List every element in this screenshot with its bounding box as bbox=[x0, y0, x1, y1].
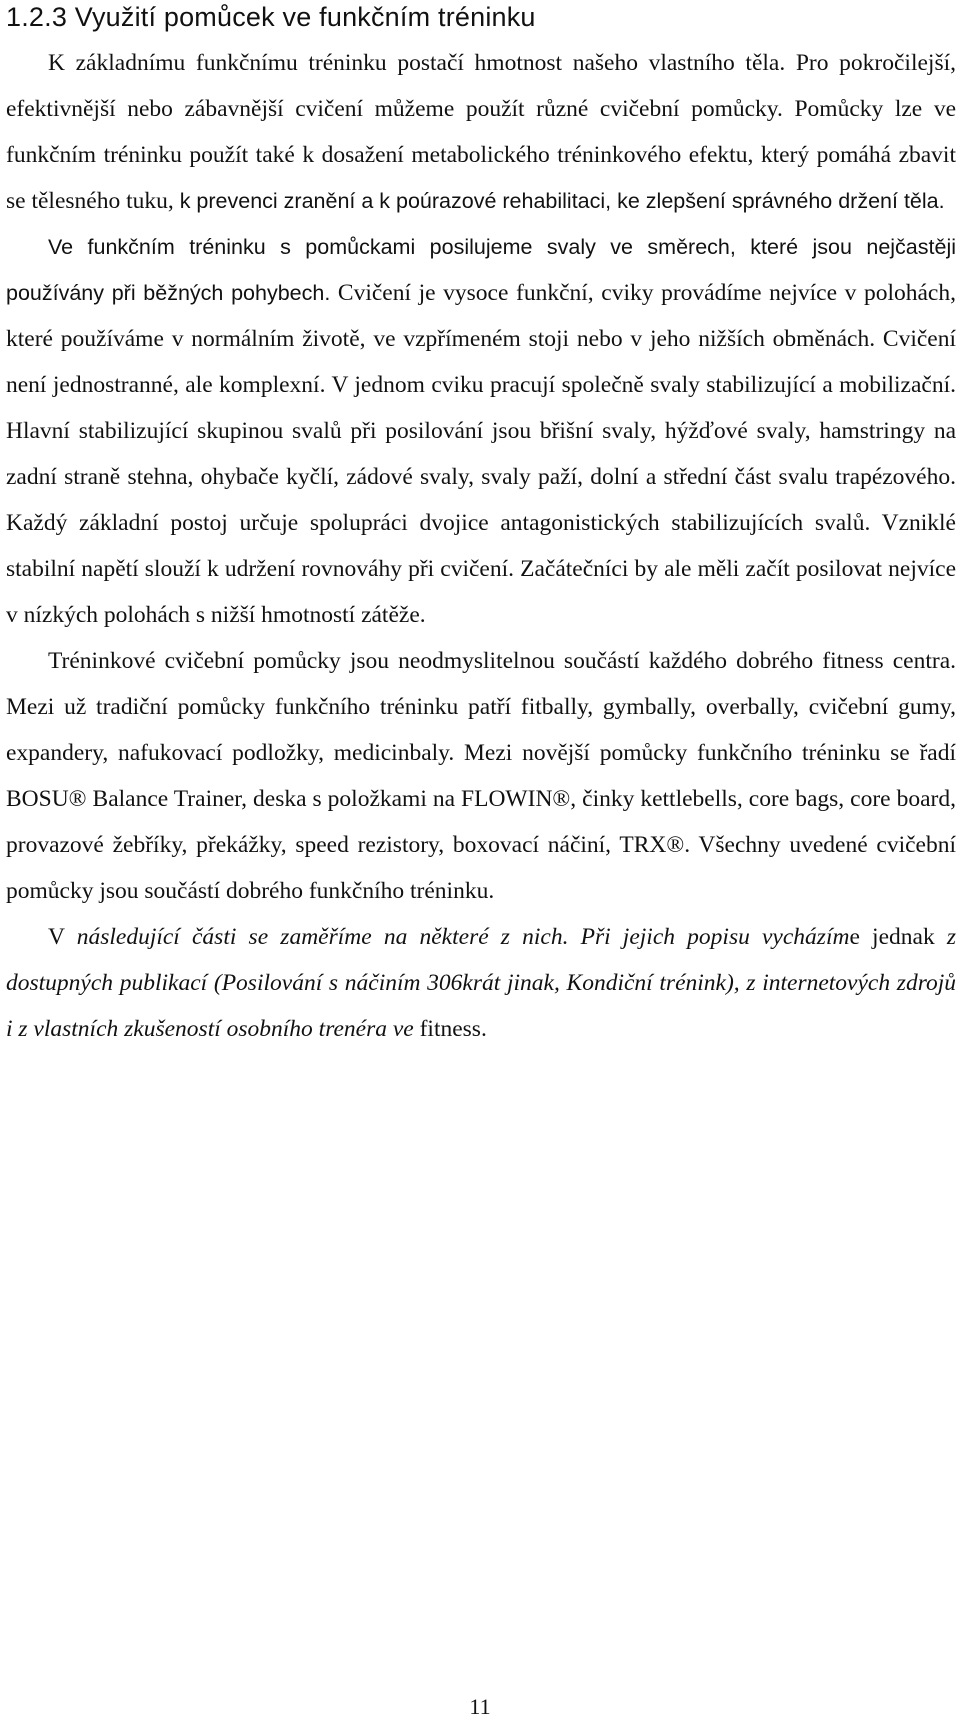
paragraph-training-aids bbox=[6, 638, 956, 914]
body-text bbox=[6, 40, 956, 1052]
page-number: 11 bbox=[469, 1694, 491, 1719]
text-run: Cvičení je vysoce funkční, cviky provádíme nejvíce v polohách, které používáme v normálním životě, ve vzpřímeném stoji nebo v jeho nižších obměnách. Cvičení není jednostranné, ale komplexní. V jednom cviku pracují společně svaly stabilizující a mobilizační. Hlavní stabilizující skupinou svalů při posilování jsou břišní svaly, hýžďové svaly, hamstringy na zadní straně stehna, ohybače kyčlí, zádové svaly, svaly paží, dolní a střední část svalu trapézového. Každý základní postoj určuje spolupráci dvojice antagonistických stabilizujících svalů. Vzniklé stabilní napětí slouží k udržení rovnováhy při cvičení. Začátečníci by ale měli začít posilovat nejvíce v nízkých polohách s nižší hmotností zátěže. bbox=[6, 280, 956, 628]
paragraph-stabilizing-muscles bbox=[6, 224, 956, 638]
text-run: e jednak bbox=[849, 924, 947, 950]
text-run: Ve funkčním tréninku s pomůckami posilujeme svaly ve směrech, které jsou nejčastěji používány při běžných pohybech. bbox=[6, 235, 956, 305]
section-heading: 1.2.3 Využití pomůcek ve funkčním tréninku bbox=[6, 2, 536, 32]
text-run-italic: z dostupných publikací (Posilování s náčiním 306krát jinak, Kondiční trénink), z internetových zdrojů i z vlastních zkušeností osobního trenéra ve bbox=[6, 924, 957, 1042]
text-run: Pomůcky lze ve funkčním tréninku použít také k dosažení metabolického tréninkového efektu, který pomáhá zbavit se tělesného tuku, bbox=[6, 96, 956, 214]
text-run: K základnímu funkčnímu tréninku postačí hmotnost našeho vlastního těla. Pro pokročilejší, efektivnější nebo zábavnější cvičení můžeme použít různé cvičební pomůcky. bbox=[6, 50, 956, 122]
text-run: fitness. bbox=[413, 1016, 487, 1042]
paragraph-sources bbox=[6, 914, 956, 1052]
text-run: k prevenci zranění a k poúrazové rehabilitaci, ke zlepšení správného držení těla. bbox=[173, 189, 945, 213]
paragraph-tools-intro bbox=[6, 40, 956, 224]
text-run-italic: následující části se zaměříme na některé z nich. Při jejich popisu vycházím bbox=[76, 924, 850, 950]
text-run: V bbox=[48, 924, 77, 950]
text-run: Tréninkové cvičební pomůcky jsou neodmyslitelnou součástí každého dobrého fitness centra. Mezi už tradiční pomůcky funkčního tréninku patří fitbally, gymbally, overbally, cvičební gumy, expandery, nafukovací podložky, medicinbaly. Mezi novější pomůcky funkčního tréninku se řadí BOSU® Balance Trainer, deska s položkami na FLOWIN®, činky kettlebells, core bags, core board, provazové žebříky, překážky, speed rezistory, boxovací náčiní, TRX®. Všechny uvedené cvičební pomůcky jsou součástí dobrého funkčního tréninku. bbox=[6, 648, 956, 904]
